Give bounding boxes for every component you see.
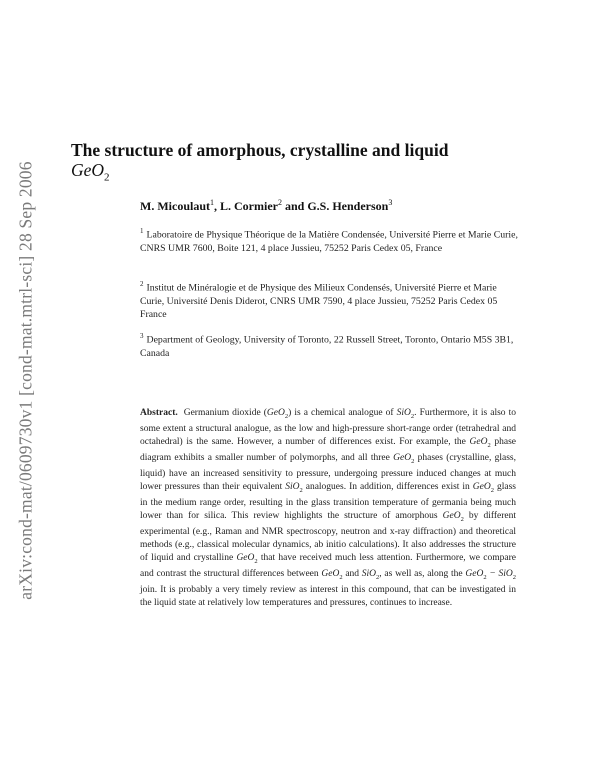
author-list: M. Micoulaut$^1$, L. Cormier$^2$ and G.S. Henderson$^3$	[140, 198, 393, 213]
author-1: M. Micoulaut	[140, 199, 210, 213]
abstract-label: Abstract.	[140, 408, 178, 418]
author-3-affil-mark: 3	[388, 198, 393, 207]
author-2: L. Cormier	[220, 199, 278, 213]
author-3: G.S. Henderson	[307, 199, 389, 213]
affiliation-3: $^3$ Department of Geology, University of Toronto, 22 Russell Street, Toronto, Ontario M5S 3B1, Canada	[140, 332, 514, 359]
author-2-affil-mark: 2	[277, 198, 282, 207]
paper-title	[71, 140, 541, 188]
abstract: Abstract. Germanium dioxide (GeO$_2$) is a chemical analogue of SiO$_2$. Furthermore, it is also to some extent a structural analogue, as the low and high-pressure short-range order (tetrahedral and octahedral) is the same. However, a number of differences exist. For example, the GeO$_2$ phase diagram exhibits a smaller number of polymorphs, and all three GeO$_2$ phases (crystalline, glass, liquid) have an increased sensitivity to pressure, undergoing pressure induced changes at much lower pressures than their equivalent SiO$_2$ analogues. In addition, differences exist in GeO$_2$ glass in the medium range order, resulting in the glass transition temperature of germania being much lower than for silica. This review highlights the structure of amorphous GeO$_2$ by different experimental (e.g., Raman and NMR spectroscopy, neutron and x-ray diffraction) and theoretical methods (e.g., classical molecular dynamics, ab initio calculations). It also addresses the structure of liquid and crystalline GeO$_2$ that have received much less attention. Furthermore, we compare and contrast the structural differences between GeO$_2$ and SiO$_2$, as well as, along the GeO$_2$ − SiO$_2$ join. It is probably a very timely review as interest in this compound, that can be investigated in the liquid state at relatively low temperatures and pressures, continues to increase.	[140, 408, 517, 609]
arxiv-identifier-stamp	[8, 120, 44, 640]
affiliation-1: $^1$ Laboratoire de Physique Théorique de la Matière Condensée, Université Pierre et Marie Curie, CNRS UMR 7600, Boite 121, 4 place Jussieu, 75252 Paris Cedex 05, France	[140, 227, 518, 254]
affiliation-2: $^2$ Institut de Minéralogie et de Physique des Milieux Condensés, Université Pierre et Marie Curie, Université Denis Diderot, CNRS UMR 7590, 4 place Jussieu, 75252 Paris Cedex 05 France	[140, 280, 498, 321]
author-1-affil-mark: 1	[210, 198, 214, 207]
arxiv-identifier-text: arXiv:cond-mat/0609730v1 [cond-mat.mtrl-sci] 28 Sep 2006	[15, 160, 36, 600]
title-formula: GeO$_2$	[71, 160, 110, 184]
title-main: The structure of amorphous, crystalline and liquid	[71, 140, 449, 160]
